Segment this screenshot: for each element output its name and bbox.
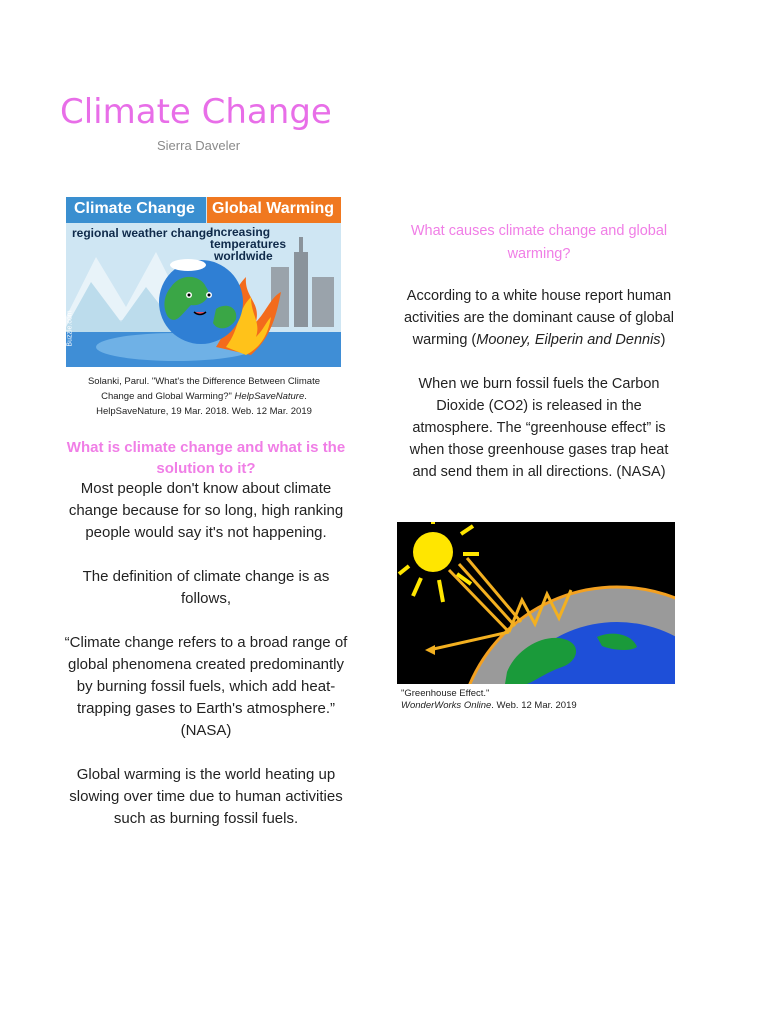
figure-1-caption-line3: HelpSaveNature, 19 Mar. 2018. Web. 12 Mar. 2019: [96, 406, 312, 417]
left-section-heading: What is climate change and what is the solution to it?: [66, 439, 346, 477]
left-paragraph-1: Most people don't know about climate change because for so long, high ranking people would say it's not happening.: [68, 480, 344, 541]
figure-banner-right: Global Warming: [212, 200, 335, 217]
citation-authors: Mooney, Eilperin and Dennis: [476, 332, 661, 348]
figure-sublabel-right-line1: Increasing temperatures: [210, 225, 287, 251]
figure-watermark: Buzzle.com: [66, 310, 74, 347]
right-paragraph-2: When we burn fossil fuels the Carbon Dioxide (CO2) is released in the atmosphere. The “greenhouse effect” is when those greenhouse gases trap heat and send them in all directions. (NASA): [409, 376, 669, 480]
right-paragraph-1: [396, 285, 682, 351]
figure-2-caption-line2: [401, 700, 577, 712]
figure-sublabel-right-line2: worldwide: [214, 249, 273, 263]
caption-line2-text: Change and Global Warming?": [101, 391, 235, 402]
figure-banner-left: Climate Change: [74, 200, 195, 217]
right-section-heading: What causes climate change and global warming?: [410, 223, 668, 262]
figure-1-caption-line1: Solanki, Parul. "What's the Difference Between Climate: [87, 376, 321, 387]
figure-1-caption-line2: [70, 389, 338, 404]
greenhouse-effect-figure: [397, 522, 675, 684]
figure-sublabel-left: regional weather change: [72, 226, 213, 240]
caption-line2-italic: HelpSaveNature: [234, 391, 305, 402]
right-paragraph-1-text: According to a white house report human activities are the dominant cause of global warming (: [403, 288, 675, 348]
greenhouse-effect-illustration: [397, 522, 675, 684]
author-name: Sierra Daveler: [157, 138, 241, 153]
left-paragraph-3: “Climate change refers to a broad range of global phenomena created predominantly by burning fossil fuels, which add heat-trapping gases to Earth's atmosphere.” (NASA): [64, 634, 348, 739]
climate-vs-warming-figure: [66, 197, 341, 367]
right-paragraph-1-close: ): [660, 332, 666, 348]
figure-sublabel-right: [210, 226, 341, 262]
climate-vs-warming-illustration: [66, 197, 341, 367]
figure-2-source-date: . Web. 12 Mar. 2019: [491, 700, 577, 711]
page-title: Climate Change: [60, 92, 332, 132]
right-section-body: [396, 285, 682, 505]
left-section-body: [62, 478, 350, 852]
left-paragraph-4: Global warming is the world heating up slowing over time due to human activities such as burning fossil fuels.: [69, 766, 343, 827]
left-paragraph-2: The definition of climate change is as follows,: [82, 568, 330, 607]
figure-2-source-name: WonderWorks Online: [401, 700, 492, 711]
caption-line2-period: .: [304, 391, 307, 402]
figure-2-caption-line1: "Greenhouse Effect.": [401, 688, 490, 699]
figure-1-caption: [70, 374, 338, 419]
figure-2-caption: [401, 688, 577, 712]
